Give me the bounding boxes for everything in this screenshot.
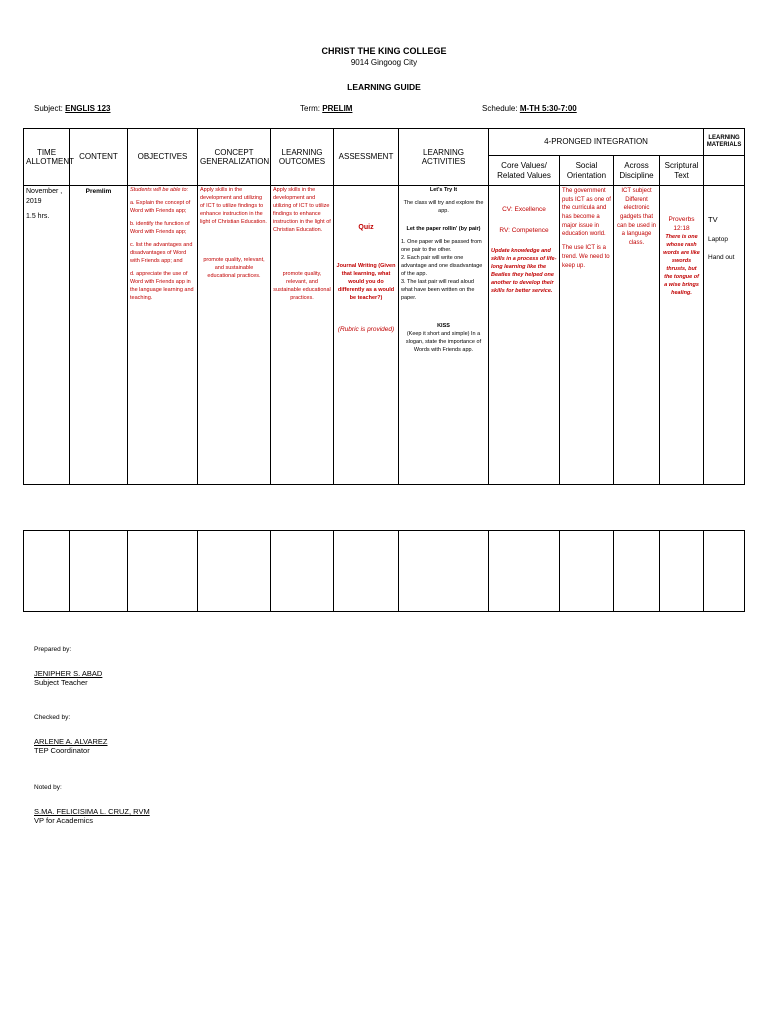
subject-value: ENGLIS 123 xyxy=(65,104,111,113)
header-concept-generalization: CONCEPT GENERALIZATION xyxy=(198,129,271,186)
scripture-text: There is one whose rash words are like swords thrusts, but the tongue of a wise brings healing. xyxy=(663,233,700,296)
checked-by-label: Checked by: xyxy=(34,714,71,721)
activity-heading: Let's Try It xyxy=(429,187,458,193)
cell-assessment xyxy=(334,186,399,485)
term-field xyxy=(300,104,352,113)
schedule-label: Schedule: xyxy=(482,104,518,113)
outcomes-text: Apply skills in the development and utilizing of ICT to utilize findings to enhance instruction in the light of Christian Education. xyxy=(273,187,331,233)
prepared-by-block xyxy=(34,646,102,687)
schedule-field xyxy=(482,104,577,113)
header-content: CONTENT xyxy=(70,129,128,186)
activity-text: The class will try and explore the app. xyxy=(403,199,484,214)
table-row xyxy=(24,186,745,485)
noted-by-label: Noted by: xyxy=(34,784,62,791)
school-name: CHRIST THE KING COLLEGE xyxy=(321,46,447,56)
outcomes-red-text: promote quality, relevant, and sustainable educational practices. xyxy=(273,270,331,301)
learning-guide-table xyxy=(23,128,745,485)
core-values-note: Update knowledge and skills in a process of life-long learning like the Beatles they helped one another to develop their skills for better service. xyxy=(491,247,557,294)
objective-item: c. list the advantages and disadvantages of Word with Friends app; and xyxy=(130,241,193,264)
header-across-discipline: Across Discipline xyxy=(614,156,660,186)
concept-red-text: promote quality, relevant, and sustainable educational practices. xyxy=(203,256,265,279)
objective-item: d. appreciate the use of Word with Friends app in the language learning and teaching. xyxy=(130,270,194,301)
header-materials-blank xyxy=(704,156,745,186)
objective-item: b. identify the function of Word with Friends app; xyxy=(130,220,190,235)
cell-scriptural-text xyxy=(660,186,704,485)
cell-objectives xyxy=(128,186,198,485)
schedule-value: M-TH 5:30-7:00 xyxy=(519,104,577,113)
blank-table xyxy=(23,530,745,612)
activity-step: 3. The last pair will read aloud what have been written on the paper. xyxy=(401,278,475,301)
checked-by-title: TEP Coordinator xyxy=(34,746,90,755)
cell-time-allotment xyxy=(24,186,70,485)
cell-core-values xyxy=(489,186,560,485)
objective-item: a. Explain the concept of Word with Friends app; xyxy=(130,199,191,214)
cell-content: Premlim xyxy=(70,186,128,485)
checked-by-name: ARLENE A. ALVAREZ xyxy=(34,737,108,746)
term-value: PRELIM xyxy=(322,104,353,113)
cell-across-discipline: ICT subject Different electronic gadgets that can be used in a language class. xyxy=(614,186,660,485)
cell-learning-activities xyxy=(399,186,489,485)
prepared-by-label: Prepared by: xyxy=(34,646,72,653)
material-item: TV xyxy=(708,215,718,224)
cell-social-orientation xyxy=(560,186,614,485)
activity-step: 2. Each pair will write one advantage and one disadvantage of the app. xyxy=(401,254,483,277)
social-text: The government puts ICT as one of the curricula and has become a major issue in education world. xyxy=(562,188,611,238)
material-item: Hand out xyxy=(708,254,735,262)
social-text: The use ICT is a trend. We need to keep up. xyxy=(562,245,610,269)
activity-heading: KISS xyxy=(437,322,450,329)
header-objectives: OBJECTIVES xyxy=(128,129,198,186)
table-row xyxy=(24,531,745,612)
activity-step: 1. One paper will be passed from one pair to the other. xyxy=(401,238,482,253)
cell-concept-generalization xyxy=(198,186,271,485)
time-date: November , 2019 xyxy=(26,188,63,206)
assessment-journal: Journal Writing (Given that learning, what would you do differently as a would be teacher?) xyxy=(336,263,396,302)
header-social-orientation: Social Orientation xyxy=(560,156,614,186)
activity-heading: Let the paper rollin' (by pair) xyxy=(406,225,481,232)
header-time-allotment: TIME ALLOTMENT xyxy=(24,129,70,186)
assessment-quiz: Quiz xyxy=(358,224,374,231)
header-assessment: ASSESSMENT xyxy=(334,129,399,186)
material-item: Laptop xyxy=(708,235,728,243)
document-title: LEARNING GUIDE xyxy=(347,82,421,92)
time-duration: 1.5 hrs. xyxy=(26,213,50,221)
header-learning-activities: LEARNING ACTIVITIES xyxy=(399,129,489,186)
concept-text: Apply skills in the development and utilizing of ICT to utilize findings to enhance instruction in the light of Christian Education. xyxy=(200,187,267,225)
activity-text: (Keep it short and simple) In a slogan, state the importance of Words with Friends app. xyxy=(405,330,482,353)
term-label: Term: xyxy=(300,104,320,113)
core-value: CV: Excellence xyxy=(502,206,546,213)
header-core-values: Core Values/ Related Values xyxy=(489,156,560,186)
cell-learning-outcomes xyxy=(271,186,334,485)
subject-field xyxy=(34,104,111,113)
scripture-reference: Proverbs 12:18 xyxy=(668,216,695,233)
header-learning-outcomes: LEARNING OUTCOMES xyxy=(271,129,334,186)
school-address: 9014 Gingoog City xyxy=(350,58,418,67)
header-learning-materials: LEARNING MATERIALS xyxy=(704,129,745,156)
objectives-intro: Students will be able to: xyxy=(130,187,189,193)
subject-label: Subject: xyxy=(34,104,63,113)
related-value: RV: Competence xyxy=(499,227,549,235)
header-scriptural-text: Scriptural Text xyxy=(660,156,704,186)
cell-learning-materials xyxy=(704,186,745,485)
assessment-rubric: (Rubric is provided) xyxy=(337,325,395,333)
prepared-by-title: Subject Teacher xyxy=(34,678,88,687)
noted-by-title: VP for Academics xyxy=(34,816,94,825)
checked-by-block xyxy=(34,714,108,755)
noted-by-block xyxy=(34,784,150,825)
noted-by-name: S.MA. FELICISIMA L. CRUZ, RVM xyxy=(34,807,150,816)
prepared-by-name: JENIPHER S. ABAD xyxy=(34,669,103,678)
header-4-pronged-integration: 4-PRONGED INTEGRATION xyxy=(489,129,704,156)
